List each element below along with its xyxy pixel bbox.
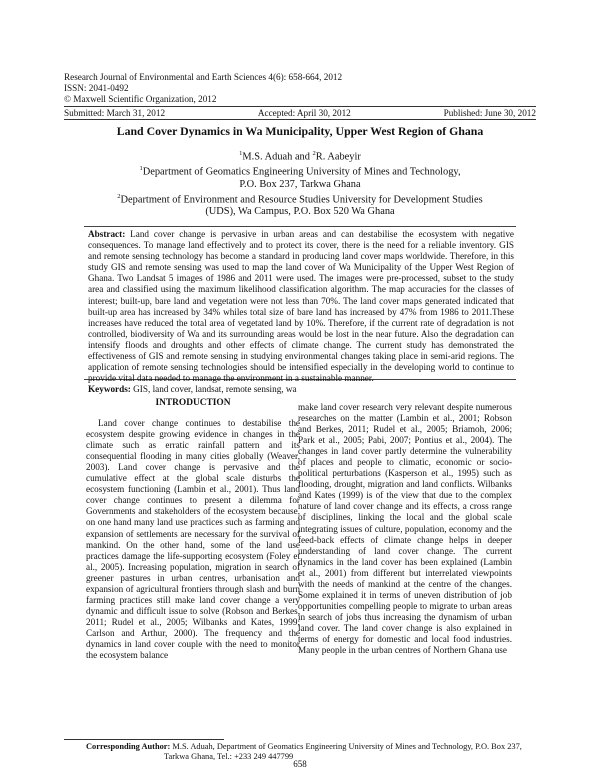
- paper-title: Land Cover Dynamics in Wa Municipality, Upper West Region of Ghana: [116, 124, 484, 138]
- affiliation-2-line2: (UDS), Wa Campus, P.O. Box 520 Wa Ghana: [205, 206, 395, 218]
- keywords: [88, 384, 514, 394]
- affiliation-1: [64, 163, 536, 178]
- keywords-label: Keywords:: [88, 384, 131, 394]
- body-column-right: [298, 402, 512, 656]
- author2-name: R. Aabeyir: [315, 151, 361, 163]
- journal-copyright: © Maxwell Scientific Organization, 2012: [64, 94, 217, 105]
- abstract: [88, 229, 514, 384]
- affiliation-2: [64, 191, 536, 206]
- author1-sup: 1: [239, 150, 243, 157]
- publication-dates: [64, 108, 536, 118]
- intro-paragraph-left: Land cover change continues to destabilise the ecosystem despite growing evidence in changes in the climate such as erratic rainfall pattern and its consequential flooding in many cities globally (Weaver, 2003). Land cover change is pervasive and the cumulative effect at the global scale disturbs the ecosystem functioning (Lambin et al., 2001). Thus land cover change continues to present a dilemma for Governments and stakeholders of the ecosystem because, on one hand many land use practices such as farming and expansion of settlements are necessary for the survival of mankind. On the other hand, some of the land use practices damage the life-supporting ecosystem (Foley et al., 2005). Increasing population, migration in search of greener pastures in urban centres, urbanisation and expansion of agricultural frontiers through slash and burn farming practices still make land cover change a very dynamic and difficult issue to solve (Robson and Berkes, 2011; Rudel et al., 2005; Wilbanks and Kates, 1999; Carlson and Arthur, 2000). The frequency and the dynamics in land cover couple with the need to monitor the ecosystem balance: [86, 418, 300, 661]
- header-rule-bottom: [64, 119, 536, 120]
- author1-name: M.S. Aduah and: [242, 151, 313, 163]
- affiliation-2-line1: Department of Environment and Resource Studies University for Development Studies: [120, 194, 483, 206]
- footnote-rule: [64, 739, 224, 740]
- journal-citation: Research Journal of Environmental and Earth Sciences 4(6): 658-664, 2012: [64, 72, 343, 82]
- header-rule-top: [64, 106, 536, 107]
- keywords-text: GIS, land cover, landsat, remote sensing, wa: [130, 384, 297, 394]
- footnote-line2: Tarkwa Ghana, Tel.: +233 249 447799: [164, 752, 294, 761]
- abstract-text: Land cover change is pervasive in urban areas and can destabilise the ecosystem with negative consequences. To manage land effectively and to protect its cover, there is the need for a reliable inventory. GIS and remote sensing technology has become a standard in producing land cover maps worldwide. Therefore, in this study GIS and remote sensing was used to map the land cover of Wa Municipality of the Upper West Region of Ghana. Two Landsat 5 images of 1986 and 2011 were used. The images were pre-processed, subset to the study area and classified using the maximum likelihood classification algorithm. The map accuracies for the classes of interest; built-up, bare land and vegetation were not less than 70%. The land cover maps generated indicated that built-up area has increased by 34% whiles total size of bare land has increased by 47% from 1986 to 2011.These increases have reduced the total area of vegetated land by 10%. Therefore, if the current rate of degradation is not controlled, biodiversity of Wa and its surrounding areas would be lost in the near future. Also the degradation can intensify floods and droughts and other effects of climate change. The current study has demonstrated the effectiveness of GIS and remote sensing in studying environmental changes taking place in semi-arid regions. The application of remote sensing technologies should be intensified especially in the developing world to continue to provide vital data needed to manage the environment in a sustainable manner.: [88, 229, 514, 384]
- author-block: [64, 148, 536, 218]
- page-number: 658: [293, 759, 307, 769]
- journal-issn: ISSN: 2041-0492: [64, 83, 129, 94]
- author-names: [64, 148, 536, 163]
- journal-info: [64, 72, 342, 106]
- footnote-line1: M.S. Aduah, Department of Geomatics Engineering University of Mines and Technology, P.O. Box 237,: [170, 742, 522, 751]
- body-column-left: [86, 398, 300, 661]
- published-date: Published: June 30, 2012: [443, 108, 536, 118]
- accepted-date: Accepted: April 30, 2012: [257, 108, 351, 118]
- abstract-label: Abstract:: [88, 229, 126, 239]
- footnote-label: Corresponding Author:: [86, 742, 171, 751]
- submitted-date: Submitted: March 31, 2012: [64, 108, 166, 118]
- affiliation-1-line1: Department of Geomatics Engineering University of Mines and Technology,: [142, 166, 461, 178]
- author2-sup: 2: [312, 150, 316, 157]
- section-heading-introduction: INTRODUCTION: [155, 398, 231, 408]
- affiliation-2-sup: 2: [117, 192, 121, 200]
- intro-paragraph-right: make land cover research very relevant despite numerous researches on the matter (Lambin et al., 2001; Robson and Berkes, 2011; Rudel et al., 2005; Briamoh, 2006; Park et al., 2005; Pabi, 2007; Pontius et al., 2004). The changes in land cover partly determine the vulnerability of places and people to climatic, economic or socio-political perturbations (Kasperson et al., 1995) such as flooding, drought, migration and land conflicts. Wilbanks and Kates (1999) is of the view that due to the complex nature of land cover change and its effects, a cross range of disciplines, linking the local and the global scale integrating issues of culture, population, economy and the feed-back effects of climate change helps in deeper understanding of land cover change. The current dynamics in the land cover has been explained (Lambin et al., 2001) from different but interrelated viewpoints with the needs of mankind at the centre of the changes. Some explained it in terms of uneven distribution of job opportunities compelling people to migrate to urban areas in search of jobs thus increasing the dynamism of urban land cover. The land cover change is also explained in terms of energy for domestic and local food industries. Many people in the urban centres of Northern Ghana use: [298, 402, 512, 656]
- affiliation-1-line2: P.O. Box 237, Tarkwa Ghana: [239, 178, 361, 190]
- affiliation-1-sup: 1: [139, 165, 143, 173]
